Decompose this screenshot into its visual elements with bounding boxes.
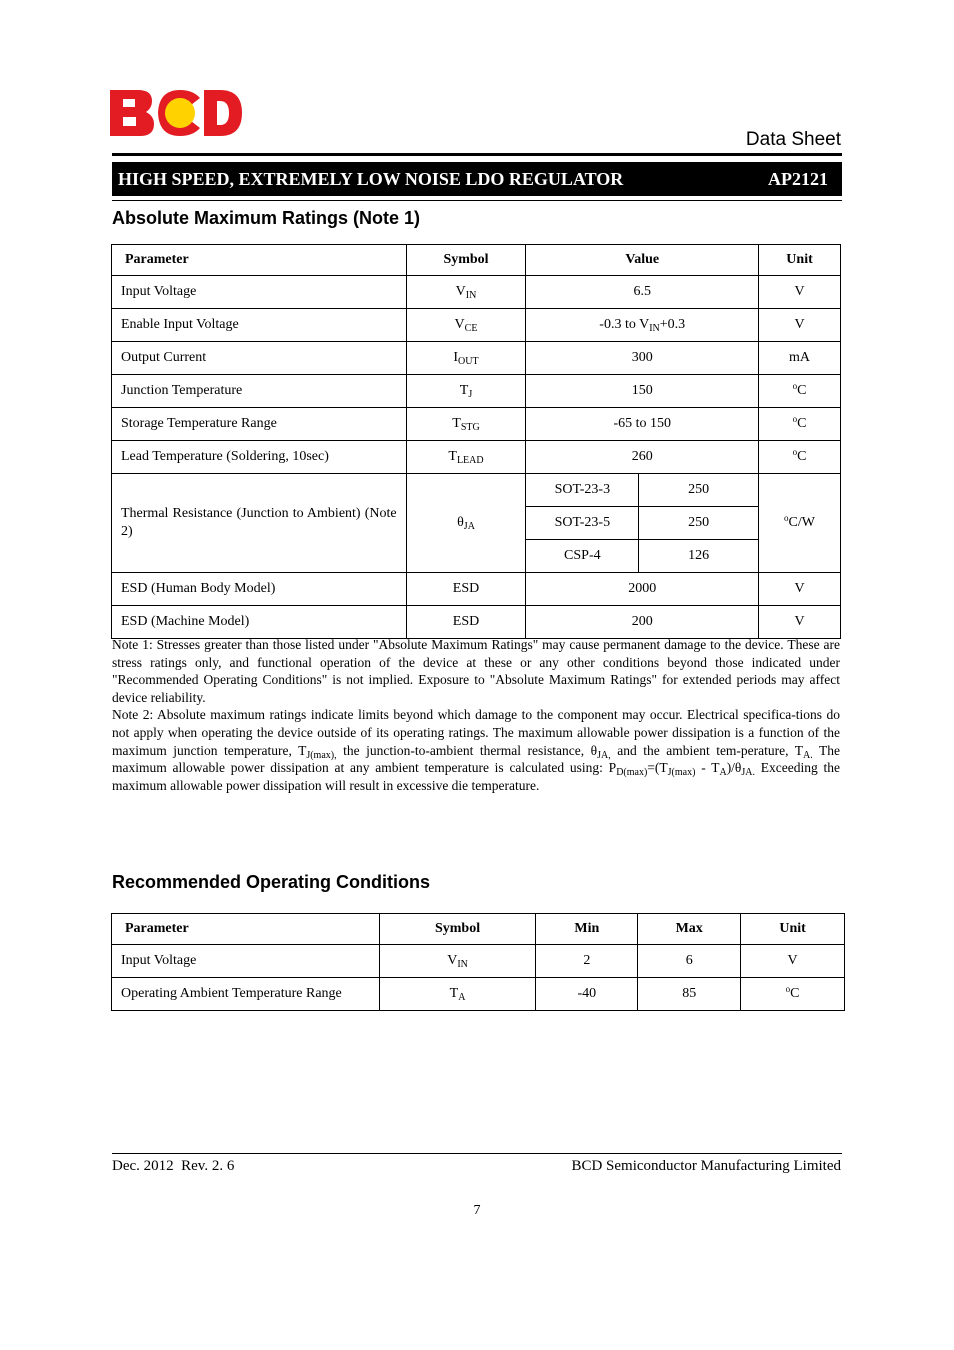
title-bar [112,162,842,196]
col-header-parameter: Parameter [112,245,407,276]
abs-max-section-title: Absolute Maximum Ratings (Note 1) [112,208,421,228]
col-header-min: Min [536,914,638,945]
part-number: AP2121 [768,168,828,189]
cell-symbol: $I_{OUT}$ [406,342,526,375]
cell-unit: $^o$C [741,978,845,1011]
cell-unit: V [741,945,845,978]
footer-rule [112,1153,842,1154]
cell-package: CSP-4 [526,540,639,573]
notes-block [112,636,840,794]
cell-max: 6 [638,945,741,978]
document-type-label: Data Sheet [745,129,841,150]
footer-date-revision: Dec. 2012 Rev. 2. 6 [112,1158,235,1174]
cell-parameter: Input Voltage [112,945,380,978]
table-row [112,309,841,342]
cell-unit: V [759,309,841,342]
table-row [112,408,841,441]
table-header-row [112,914,845,945]
table-row [112,945,845,978]
table-row [112,276,841,309]
cell-parameter: ESD (Human Body Model) [112,573,407,606]
col-header-unit: Unit [759,245,841,276]
cell-symbol: $V_{IN}$ [406,276,526,309]
table-row [112,441,841,474]
page-number: 7 [473,1203,481,1218]
cell-value: 250 [639,474,759,507]
table-row-thermal [112,474,841,507]
col-header-value: Value [526,245,759,276]
col-header-unit: Unit [741,914,845,945]
cell-value: 250 [639,507,759,540]
rec-op-section-title: Recommended Operating Conditions [112,872,431,892]
cell-symbol: ESD [406,573,526,606]
cell-parameter: Input Voltage [112,276,407,309]
cell-unit: $^o$C/W [759,474,841,573]
cell-value: 200 [526,606,759,639]
cell-parameter: Storage Temperature Range [112,408,407,441]
col-header-symbol: Symbol [406,245,526,276]
cell-parameter: ESD (Machine Model) [112,606,407,639]
cell-value: 300 [526,342,759,375]
cell-value: 6.5 [526,276,759,309]
table-row [112,978,845,1011]
abs-max-table [111,244,841,639]
cell-unit: $^o$C [759,441,841,474]
cell-unit: mA [759,342,841,375]
cell-package: SOT-23-5 [526,507,639,540]
cell-unit: $^o$C [759,408,841,441]
cell-parameter: Thermal Resistance (Junction to Ambient) (Note 2) [112,474,407,573]
document-title: HIGH SPEED, EXTREMELY LOW NOISE LDO REGULATOR [118,168,624,189]
cell-max: 85 [638,978,741,1011]
table-row [112,606,841,639]
table-row [112,342,841,375]
cell-symbol: $\theta_{JA}$ [406,474,526,573]
cell-value: -65 to 150 [526,408,759,441]
table-row [112,573,841,606]
col-header-symbol: Symbol [379,914,536,945]
cell-unit: $^o$C [759,375,841,408]
cell-unit: V [759,606,841,639]
cell-symbol: $T_J$ [406,375,526,408]
cell-symbol: ESD [406,606,526,639]
cell-value: 260 [526,441,759,474]
cell-parameter: Operating Ambient Temperature Range [112,978,380,1011]
cell-package: SOT-23-3 [526,474,639,507]
footer-company: BCD Semiconductor Manufacturing Limited [571,1158,841,1174]
cell-symbol: $T_A$ [379,978,536,1011]
note-1: Note 1: Stresses greater than those listed under "Absolute Maximum Ratings" may cause permanent damage to the device. These are stress ratings only, and functional operation of the device at these or any other conditions beyond those indicated under "Recommended Operating Conditions" is not implied. Exposure to "Absolute Maximum Ratings" for extended periods may affect device reliability. [112,637,840,705]
rec-op-table [111,913,845,1011]
cell-symbol: $T_{LEAD}$ [406,441,526,474]
cell-symbol: $V_{CE}$ [406,309,526,342]
cell-value: 126 [639,540,759,573]
cell-min: -40 [536,978,638,1011]
table-header-row [112,245,841,276]
cell-value: -0.3 to $V_{IN}+0.3$ [526,309,759,342]
cell-value: 150 [526,375,759,408]
cell-min: 2 [536,945,638,978]
cell-value: 2000 [526,573,759,606]
bcd-logo [110,88,242,138]
cell-unit: V [759,573,841,606]
header-underline [112,200,842,201]
cell-symbol: $T_{STG}$ [406,408,526,441]
cell-parameter: Output Current [112,342,407,375]
col-header-max: Max [638,914,741,945]
col-header-parameter: Parameter [112,914,380,945]
header-rule [112,153,842,156]
note-2: Note 2: Absolute maximum ratings indicate limits beyond which damage to the component may occur. Electrical specifica-tions do not apply when operating the device outside of its operating ratings. The maximum allowable power dissipation is a function of the maximum junction temperature, $T_{J(max),}$ the junction-to-ambient thermal resistance, $\theta_{JA,}$ and the ambient tem-perature, $T_{A.}$ The maximum allowable power dissipation at any ambient temperature is calculated using: $P_{D(max)}=(T_{J(max)} - T_A)/\theta_{JA.}$ Exceeding the maximum allowable power dissipation will result in excessive die temperature. [112,707,841,793]
table-row [112,375,841,408]
cell-unit: V [759,276,841,309]
cell-parameter: Lead Temperature (Soldering, 10sec) [112,441,407,474]
cell-symbol: $V_{IN}$ [379,945,536,978]
cell-parameter: Enable Input Voltage [112,309,407,342]
cell-parameter: Junction Temperature [112,375,407,408]
